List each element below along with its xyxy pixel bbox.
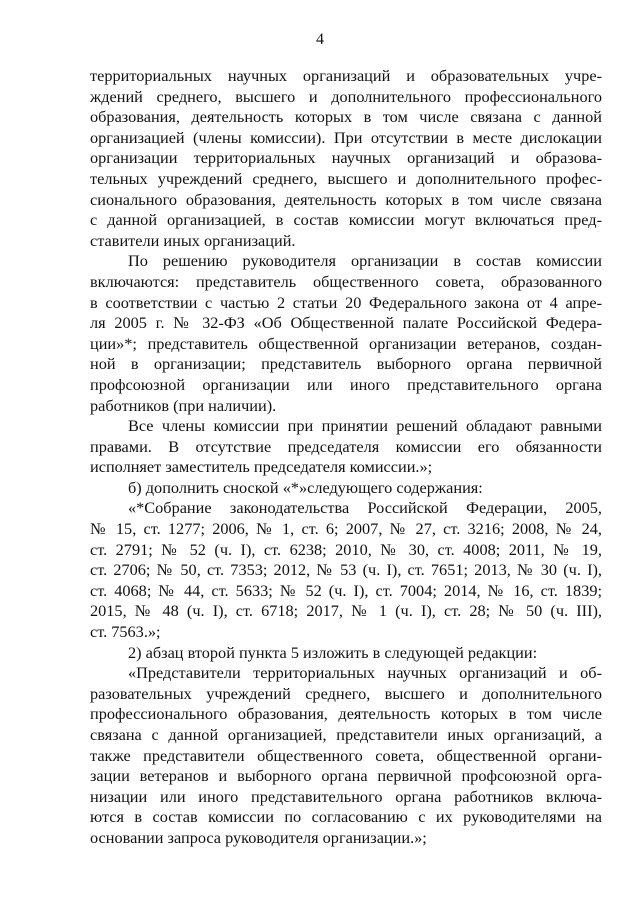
text-line: ждений среднего, высшего и дополнительного профессионального [90,86,602,106]
text-line: профессионального образования, деятельность которых в том числе [90,704,602,724]
text-line: По решению руководителя организации в состав комиссии [128,251,602,271]
text-line: сионального образования, деятельность которых в том числе связана [90,189,602,209]
document-body [90,66,602,849]
text-line: ст. 2791; № 52 (ч. I), ст. 6238; 2010, № 30, ст. 4008; 2011, № 19, [90,539,602,559]
text-line: ции»*; представитель общественной организации ветеранов, создан- [90,333,602,353]
text-line: разовательных учреждений среднего, высшего и дополнительного [90,683,602,703]
text-line: «Представители территориальных научных организаций и об- [128,663,602,683]
text-line: также представители общественного совета, общественной органи- [90,745,602,765]
text-line: 2) абзац второй пункта 5 изложить в следующей редакции: [128,642,538,662]
text-line: «*Собрание законодательства Российской Федерации, 2005, [128,498,602,518]
text-line: ной в организации; представитель выборного органа первичной [90,354,602,374]
text-line: № 15, ст. 1277; 2006, № 1, ст. 6; 2007, № 27, ст. 3216; 2008, № 24, [90,519,602,539]
text-line: территориальных научных организаций и образовательных учре- [90,66,602,85]
text-line: включаются: представитель общественного совета, образованного [90,271,602,291]
text-line: основании запроса руководителя организации.»; [90,827,427,847]
paragraph-p6 [90,643,602,664]
text-line: организации территориальных научных организаций и образова- [90,148,602,168]
text-line: исполняет заместитель председателя комиссии.»; [90,457,433,477]
paragraph-p1 [90,66,602,251]
text-line: зации ветеранов и выборного органа первичной профсоюзной орга- [90,766,602,786]
page-number: 4 [316,31,324,48]
text-line: с данной организацией, в состав комиссии могут включаться пред- [90,210,602,230]
text-line: ст. 2706; № 50, ст. 7353; 2012, № 53 (ч. I), ст. 7651; 2013, № 30 (ч. I), [90,560,602,580]
text-line: ст. 7563.»; [90,622,161,642]
text-line: ст. 4068; № 44, ст. 5633; № 52 (ч. I), ст. 7004; 2014, № 16, ст. 1839; [90,580,602,600]
text-line: работников (при наличии). [90,395,277,415]
text-line: низации или иного представительного органа работников включа- [90,786,602,806]
text-line: ются в состав комиссии по согласованию с их руководителями на [90,807,602,827]
text-line: связана с данной организацией, представители иных организаций, а [90,725,602,744]
paragraph-p7 [90,663,602,848]
paragraph-p3 [90,416,602,478]
text-line: Все члены комиссии при принятии решений обладают равными [128,416,602,436]
text-line: ля 2005 г. № 32-ФЗ «Об Общественной палате Российской Федера- [90,313,602,333]
text-line: правами. В отсутствие председателя комиссии его обязанности [90,436,602,456]
text-line: образования, деятельность которых в том числе связана с данной [90,107,602,127]
text-line: профсоюзной организации или иного представительного органа [90,374,602,394]
text-line: в соответствии с частью 2 статьи 20 Федерального закона от 4 апре- [90,292,602,312]
text-line: тельных учреждений среднего, высшего и дополнительного профес- [90,168,602,188]
paragraph-p5 [90,498,602,642]
text-line: б) дополнить сноской «*»следующего содержания: [128,477,483,497]
text-line: ставители иных организаций. [90,230,296,250]
paragraph-p2 [90,251,602,416]
text-line: 2015, № 48 (ч. I), ст. 6718; 2017, № 1 (ч. I), ст. 28; № 50 (ч. III), [90,601,602,621]
text-line: организацией (члены комиссии). При отсутствии в месте дислокации [90,127,602,147]
paragraph-p4 [90,478,602,499]
